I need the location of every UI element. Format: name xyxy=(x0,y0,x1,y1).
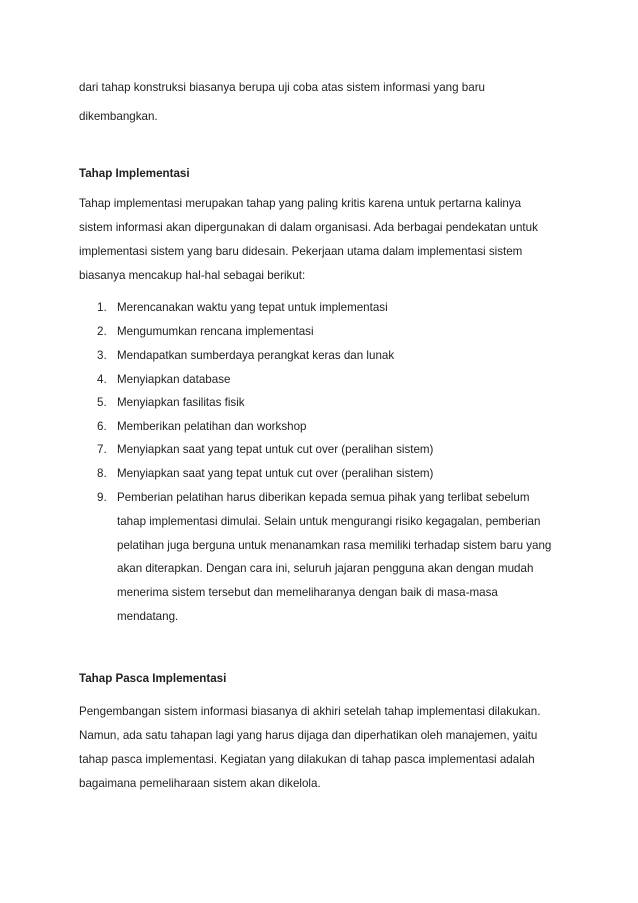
list-number: 6. xyxy=(97,420,107,433)
paragraph-line: tahap pasca implementasi. Kegiatan yang dilakukan di tahap pasca implementasi adalah xyxy=(79,753,535,766)
paragraph-line: Pengembangan sistem informasi biasanya di akhiri setelah tahap implementasi dilakukan. xyxy=(79,705,541,718)
list-number: 4. xyxy=(97,373,107,386)
list-item: Menyiapkan saat yang tepat untuk cut over (peralihan sistem) xyxy=(117,467,434,480)
paragraph-line: bagaimana pemeliharaan sistem akan dikelola. xyxy=(79,777,321,790)
list-number: 5. xyxy=(97,396,107,409)
section-heading-implementasi: Tahap Implementasi xyxy=(79,167,190,180)
intro-line: dikembangkan. xyxy=(79,110,158,123)
list-item: Mengumumkan rencana implementasi xyxy=(117,325,314,338)
intro-line: dari tahap konstruksi biasanya berupa uji coba atas sistem informasi yang baru xyxy=(79,81,486,94)
section-heading-pasca: Tahap Pasca Implementasi xyxy=(79,672,227,685)
list-number: 2. xyxy=(97,325,107,338)
list-item: Merencanakan waktu yang tepat untuk implementasi xyxy=(117,301,388,314)
paragraph-line: implementasi sistem yang baru didesain. Pekerjaan utama dalam implementasi sistem xyxy=(79,245,523,258)
paragraph-line: sistem informasi akan dipergunakan di dalam organisasi. Ada berbagai pendekatan untuk xyxy=(79,221,538,234)
list-item-continuation: mendatang. xyxy=(117,610,179,623)
list-item: Menyiapkan database xyxy=(117,373,231,386)
list-item: Memberikan pelatihan dan workshop xyxy=(117,420,307,433)
list-number: 3. xyxy=(97,349,107,362)
list-item-continuation: pelatihan juga berguna untuk menanamkan rasa memiliki terhadap sistem baru yang xyxy=(117,539,552,552)
list-item: Menyiapkan saat yang tepat untuk cut over (peralihan sistem) xyxy=(117,443,434,456)
paragraph-line: Namun, ada satu tahapan lagi yang harus dijaga dan diperhatikan oleh manajemen, yaitu xyxy=(79,729,538,742)
list-number: 7. xyxy=(97,443,107,456)
list-number: 8. xyxy=(97,467,107,480)
list-number: 1. xyxy=(97,301,107,314)
list-item-continuation: menerima sistem tersebut dan memeliharanya dengan baik di masa-masa xyxy=(117,586,498,599)
list-number: 9. xyxy=(97,491,107,504)
list-item: Pemberian pelatihan harus diberikan kepada semua pihak yang terlibat sebelum xyxy=(117,491,530,504)
list-item-continuation: akan diterapkan. Dengan cara ini, seluruh jajaran pengguna akan dengan mudah xyxy=(117,562,534,575)
paragraph-line: Tahap implementasi merupakan tahap yang paling kritis karena untuk pertarna kalinya xyxy=(79,197,522,210)
list-item-continuation: tahap implementasi dimulai. Selain untuk mengurangi risiko kegagalan, pemberian xyxy=(117,515,541,528)
paragraph-line: biasanya mencakup hal-hal sebagai berikut: xyxy=(79,269,306,282)
list-item: Menyiapkan fasilitas fisik xyxy=(117,396,245,409)
list-item: Mendapatkan sumberdaya perangkat keras dan lunak xyxy=(117,349,395,362)
